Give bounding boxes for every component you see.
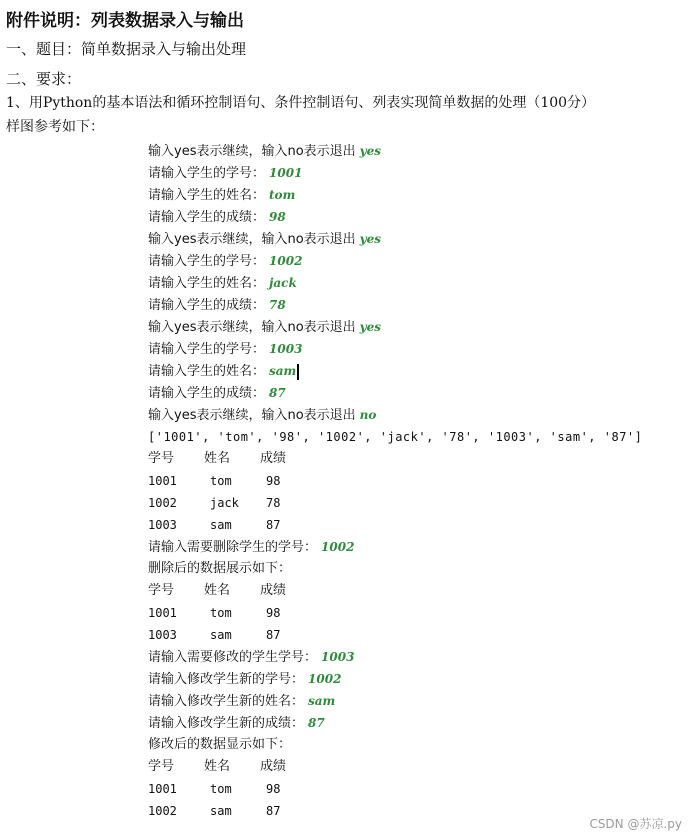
console-line: 输入yes表示继续，输入no表示退出 yes [148,320,382,335]
input-value: 87 [269,386,286,400]
console-line: 请输入学生的成绩： 78 [148,298,286,313]
input-value: 1003 [321,650,355,664]
console-line: 请输入学生的姓名： sam [148,360,648,382]
console-line: 请输入学生的学号： 1003 [148,342,303,357]
table-row: 1003 sam 87 [148,628,281,642]
console-line: 请输入学生的成绩： 87 [148,386,286,401]
console-line: 删除后的数据展示如下： [148,561,292,576]
requirement-1: 1、用Python的基本语法和循环控制语句、条件控制语句、列表实现简单数据的处理（100分） [6,95,596,111]
console-line: 请输入修改学生新的学号： 1002 [148,672,342,687]
table-row: 1001 tom 98 [148,474,281,488]
input-value: sam [308,694,336,708]
table-row: 1003 sam 87 [148,518,281,532]
console-line: 请输入需要删除学生的学号： 1002 [148,540,355,555]
console-line: 请输入学生的姓名： tom [148,188,296,203]
input-value: 1001 [269,166,303,180]
console-line: 请输入学生的学号： 1002 [148,254,303,269]
table-header: 学号 姓名 成绩 [148,759,287,774]
section-1-heading: 一、题目：简单数据录入与输出处理 [6,40,247,58]
console-line: 请输入修改学生新的成绩： 87 [148,716,325,731]
text-cursor [297,364,299,380]
input-value: 1002 [308,672,342,686]
doc-title: 附件说明：列表数据录入与输出 [6,11,244,31]
table-header: 学号 姓名 成绩 [148,583,287,598]
sample-caption: 样图参考如下： [6,119,104,135]
table-header: 学号 姓名 成绩 [148,451,287,466]
input-value: 98 [269,210,286,224]
input-value: 78 [269,298,286,312]
console-line: 输入yes表示继续，输入no表示退出 yes [148,232,382,247]
console-line: 请输入学生的姓名： jack [148,276,297,291]
input-value: jack [269,276,297,290]
input-value: 1003 [269,342,303,356]
input-value: yes [359,144,382,158]
input-value: yes [359,232,382,246]
input-value: 1002 [321,540,355,554]
input-value: yes [359,320,382,334]
table-row: 1002 jack 78 [148,496,281,510]
console-line: 修改后的数据显示如下： [148,737,292,752]
input-value: 87 [308,716,325,730]
table-row: 1001 tom 98 [148,782,281,796]
section-2-heading: 二、要求： [6,70,82,88]
table-row: 1002 sam 87 [148,804,281,818]
input-value: sam [269,364,297,378]
console-line: 请输入需要修改的学生学号： 1003 [148,650,355,665]
input-value: 1002 [269,254,303,268]
sample-console-output [148,140,648,822]
console-line: 请输入学生的学号： 1001 [148,166,303,181]
console-line: 请输入学生的成绩： 98 [148,210,286,225]
table-row: 1001 tom 98 [148,606,281,620]
console-line: 输入yes表示继续，输入no表示退出 no [148,408,377,423]
console-line: 请输入修改学生新的姓名： sam [148,694,336,709]
input-value: tom [269,188,296,202]
list-output: ['1001', 'tom', '98', '1002', 'jack', '78', '1003', 'sam', '87'] [148,430,643,444]
watermark: CSDN @苏凉.py [589,817,682,831]
input-value: no [359,408,377,422]
console-line: 输入yes表示继续，输入no表示退出 yes [148,144,382,159]
